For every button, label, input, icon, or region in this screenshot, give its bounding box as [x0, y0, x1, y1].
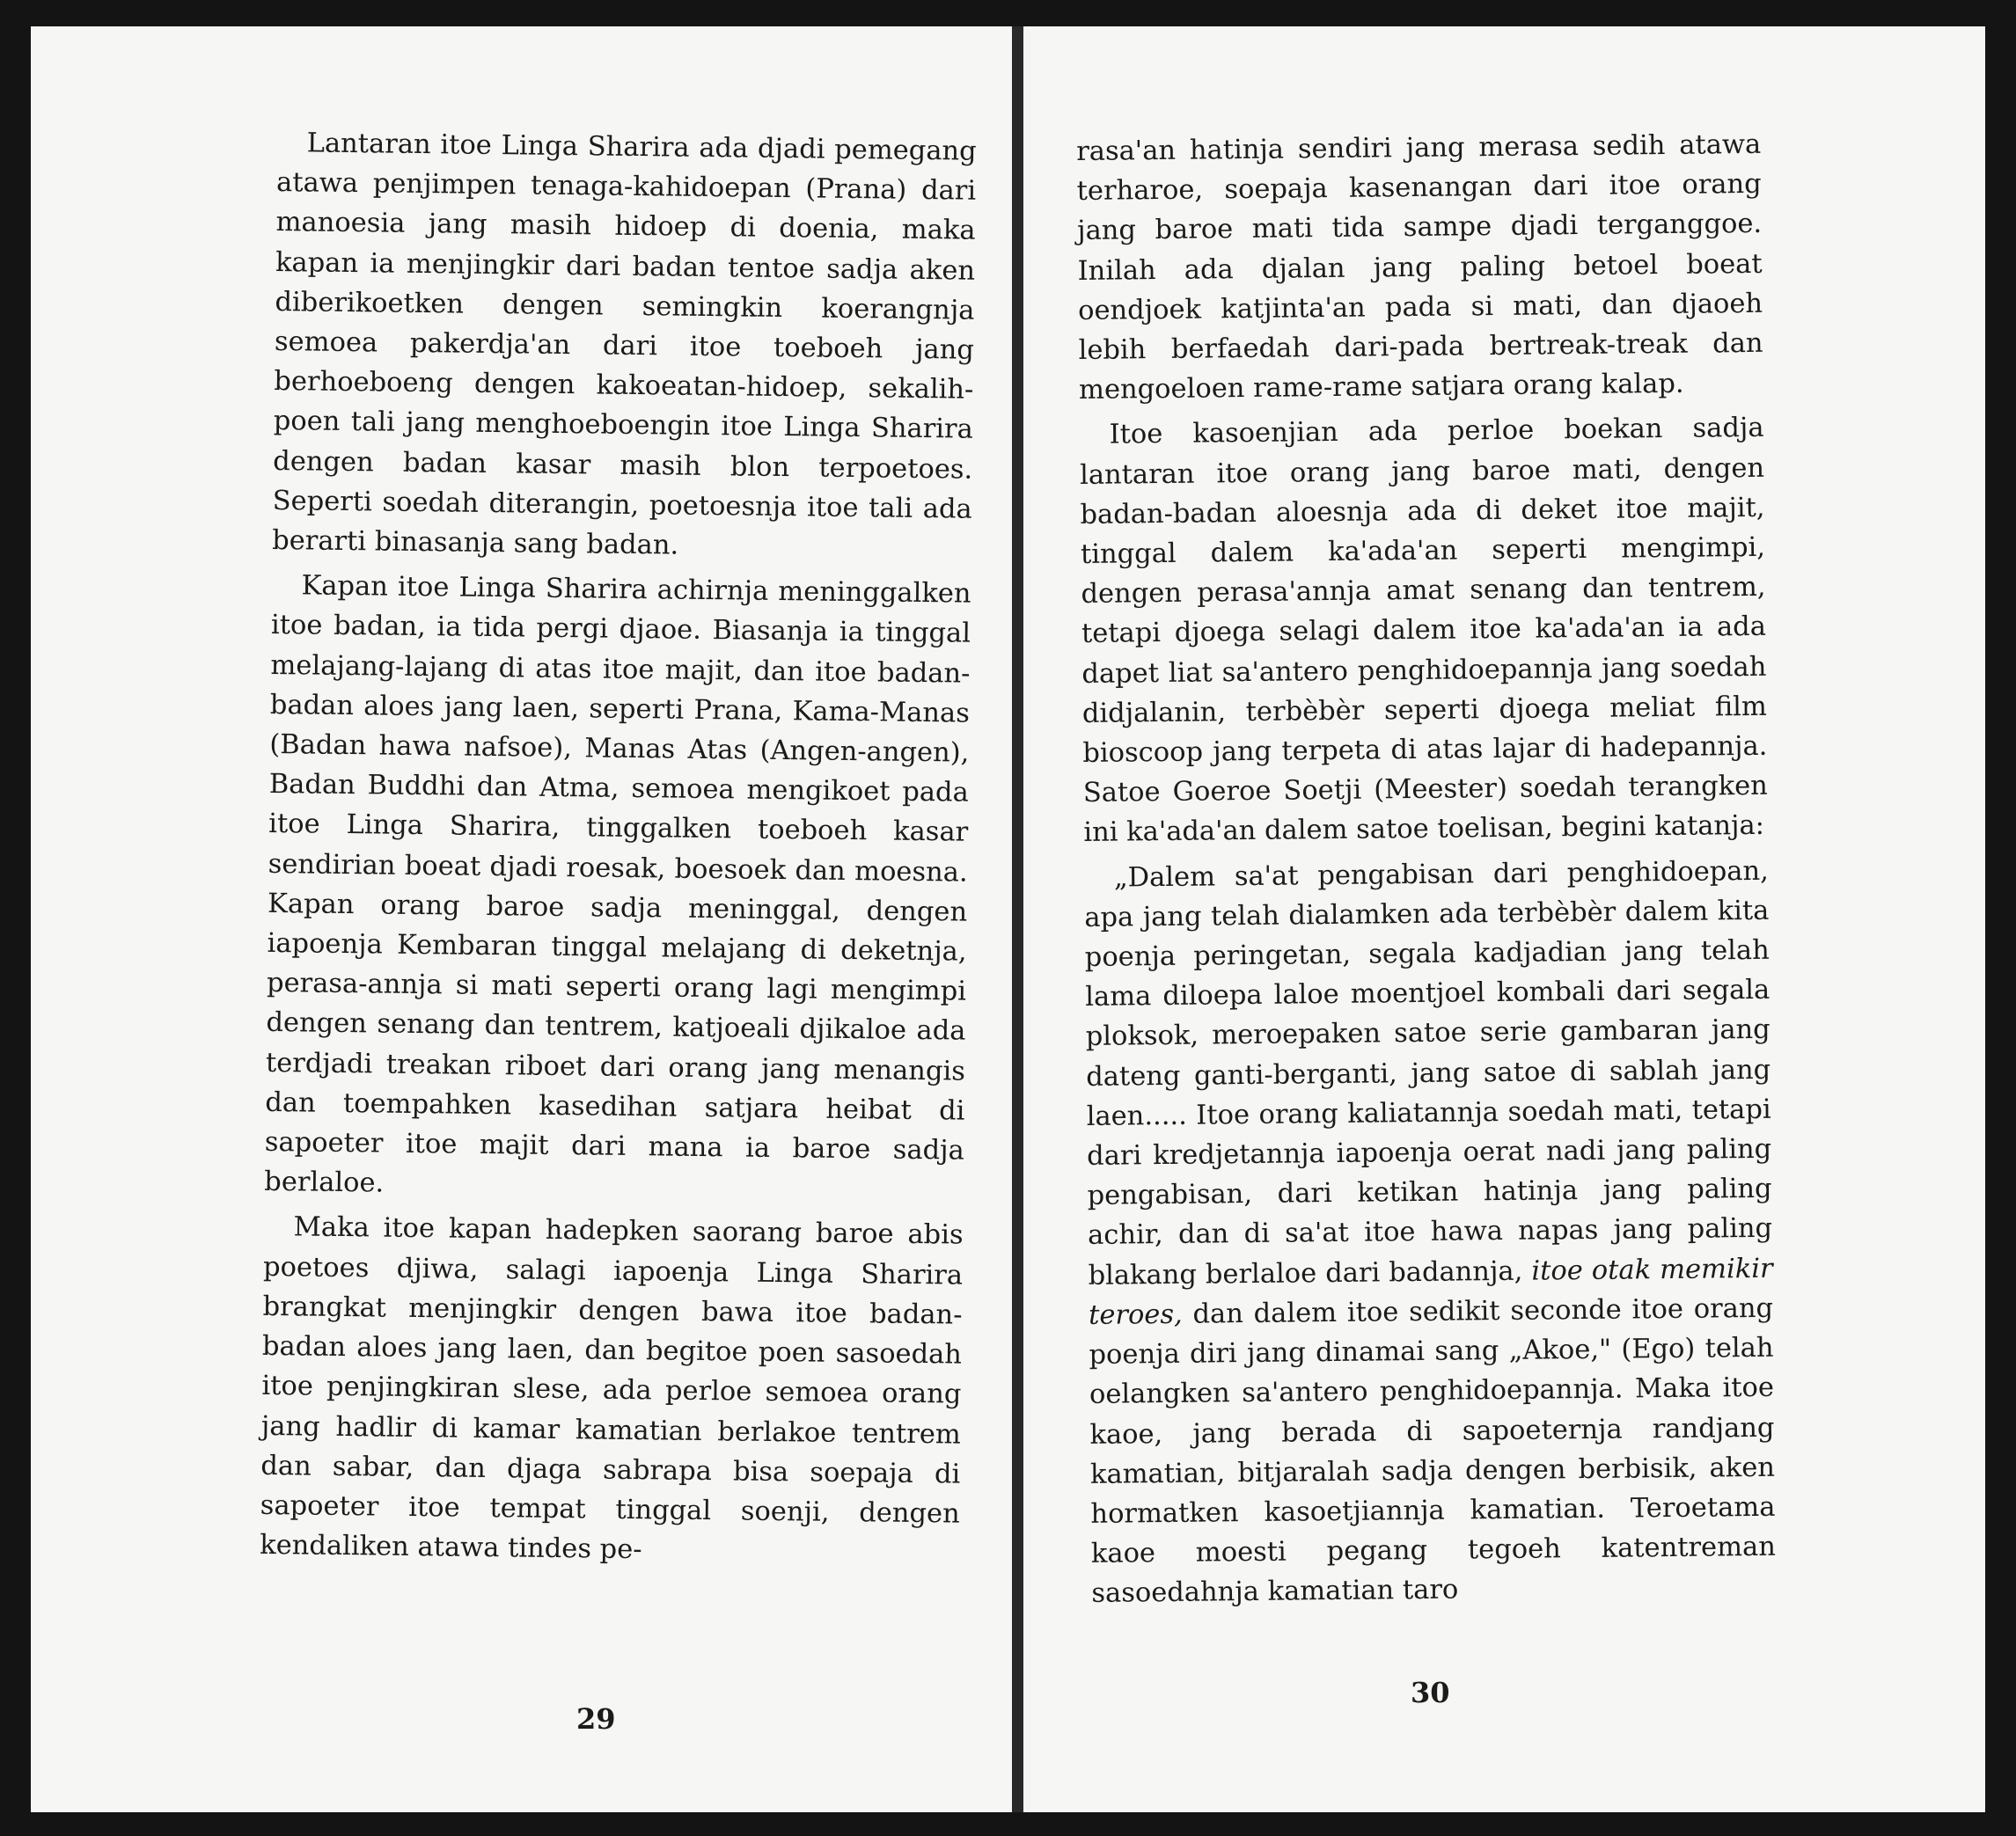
left-page	[31, 26, 1012, 1812]
quote-text: „Dalem sa'at pengabisan dari penghidoepan, apa jang telah dialamken ada terbèbèr dalem kita poenja peringetan, segala kadjadian jang telah lama diloepa laloe moentjoel kombali dari segala ploksok, meroepaken satoe serie gambaran jang dateng ganti-berganti, jang satoe di sablah jang laen..... Itoe orang kaliatannja soedah mati, tetapi dari kredjetannja iapoenja oerat nadi jang paling pengabisan, dari ketikan hatinja jang paling achir, dan di sa'at itoe hawa napas jang paling blakang berlaloe dari badannja,	[1084, 855, 1773, 1291]
left-page-text	[260, 123, 977, 1579]
right-page	[1023, 26, 1985, 1812]
page-number: 30	[1411, 1676, 1450, 1709]
paragraph: Kapan itoe Linga Sharira achirnja meninggalken itoe badan, ia tida pergi djaoe. Biasanja ia tinggal melajang-lajang di atas itoe majit, dan itoe badan-badan aloes jang laen, seperti Prana, Kama-Manas (Badan hawa nafsoe), Manas Atas (Angen-angen), Badan Buddhi dan Atma, semoea mengikoet pada itoe Linga Sharira, tinggalken toeboeh kasar sendirian boeat djadi roesak, boesoek dan moesna. Kapan orang baroe sadja meninggal, dengen iapoenja Kembaran tinggal melajang di deketnja, perasa-annja si mati seperti orang lagi mengimpi dengen senang dan tentrem, katjoeali djikaloe ada terdjadi treakan riboet dari orang jang menangis dan toempahken kasedihan satjara heibat di sapoeter itoe majit dari mana ia baroe sadja berlaloe.	[264, 570, 971, 1199]
book-gutter	[1012, 26, 1023, 1812]
page-number: 29	[576, 1702, 616, 1736]
paragraph	[1084, 851, 1777, 1613]
paragraph: Maka itoe kapan hadepken saorang baroe abis poetoes djiwa, salagi iapoenja Linga Sharira brangkat menjingkir dengen bawa itoe badan-badan aloes jang laen, dan begitoe poen sasoedah itoe penjingkiran slese, ada perloe semoea orang jang hadlir di kamar kamatian berlakoe tentrem dan sabar, dan djaga sabrapa bisa soepaja di sapoeter itoe tempat tinggal soenji, dengen kendaliken atawa tindes pe-	[260, 1211, 964, 1566]
paragraph: Itoe kasoenjian ada perloe boekan sadja lantaran itoe orang jang baroe mati, dengen badan-badan aloesnja ada di deket itoe majit, tinggal dalem ka'ada'an seperti mengimpi, dengen perasa'annja amat senang dan tentrem, tetapi djoega selagi dalem itoe ka'ada'an ia ada dapet liat sa'antero penghidoepannja jang soedah didjalanin, terbèbèr seperti djoega meliat film bioscoop jang terpeta di atas lajar di hadepannja. Satoe Goeroe Soetji (Meester) soedah terangken ini ka'ada'an dalem satoe toelisan, begini katanja:	[1079, 413, 1769, 849]
paragraph: rasa'an hatinja sendiri jang merasa sedih atawa terharoe, soepaja kasenangan dari itoe orang jang baroe mati tida sampe djadi terganggoe. Inilah ada djalan jang paling betoel boeat oendjoek katjinta'an pada si mati, dan djaoeh lebih berfaedah dari-pada bertreak-treak dan mengoeloen rame-rame satjara orang kalap.	[1076, 128, 1763, 406]
italic-phrase: itoe otak memikir teroes,	[1088, 1253, 1773, 1331]
right-page-text	[1076, 125, 1777, 1620]
quote-text-continued: dan dalem itoe sedikit seconde itoe orang poenja diri jang dinamai sang „Akoe," (Ego) telah oelangken sa'antero penghidoepannja. Maka itoe kaoe, jang berada di sapoeternja randjang kamatian, bitjaralah sadja dengen berbisik, aken hormatken kasoetjiannja kamatian. Teroetama kaoe moesti pegang tegoeh katentreman sasoedahnja kamatian taro	[1089, 1292, 1777, 1610]
paragraph: Lantaran itoe Linga Sharira ada djadi pemegang atawa penjimpen tenaga-kahidoepan (Prana) dari manoesia jang masih hidoep di doenia, maka kapan ia menjingkir dari badan tentoe sadja aken diberikoetken dengen semingkin koerangnja semoea pakerdja'an dari itoe toeboeh jang berhoeboeng dengen kakoeatan-hidoep, sekalih-poen tali jang menghoeboengin itoe Linga Sharira dengen badan kasar masih blon terpoetoes. Seperti soedah diterangin, poetoesnja itoe tali ada berarti binasanja sang badan.	[271, 128, 977, 561]
